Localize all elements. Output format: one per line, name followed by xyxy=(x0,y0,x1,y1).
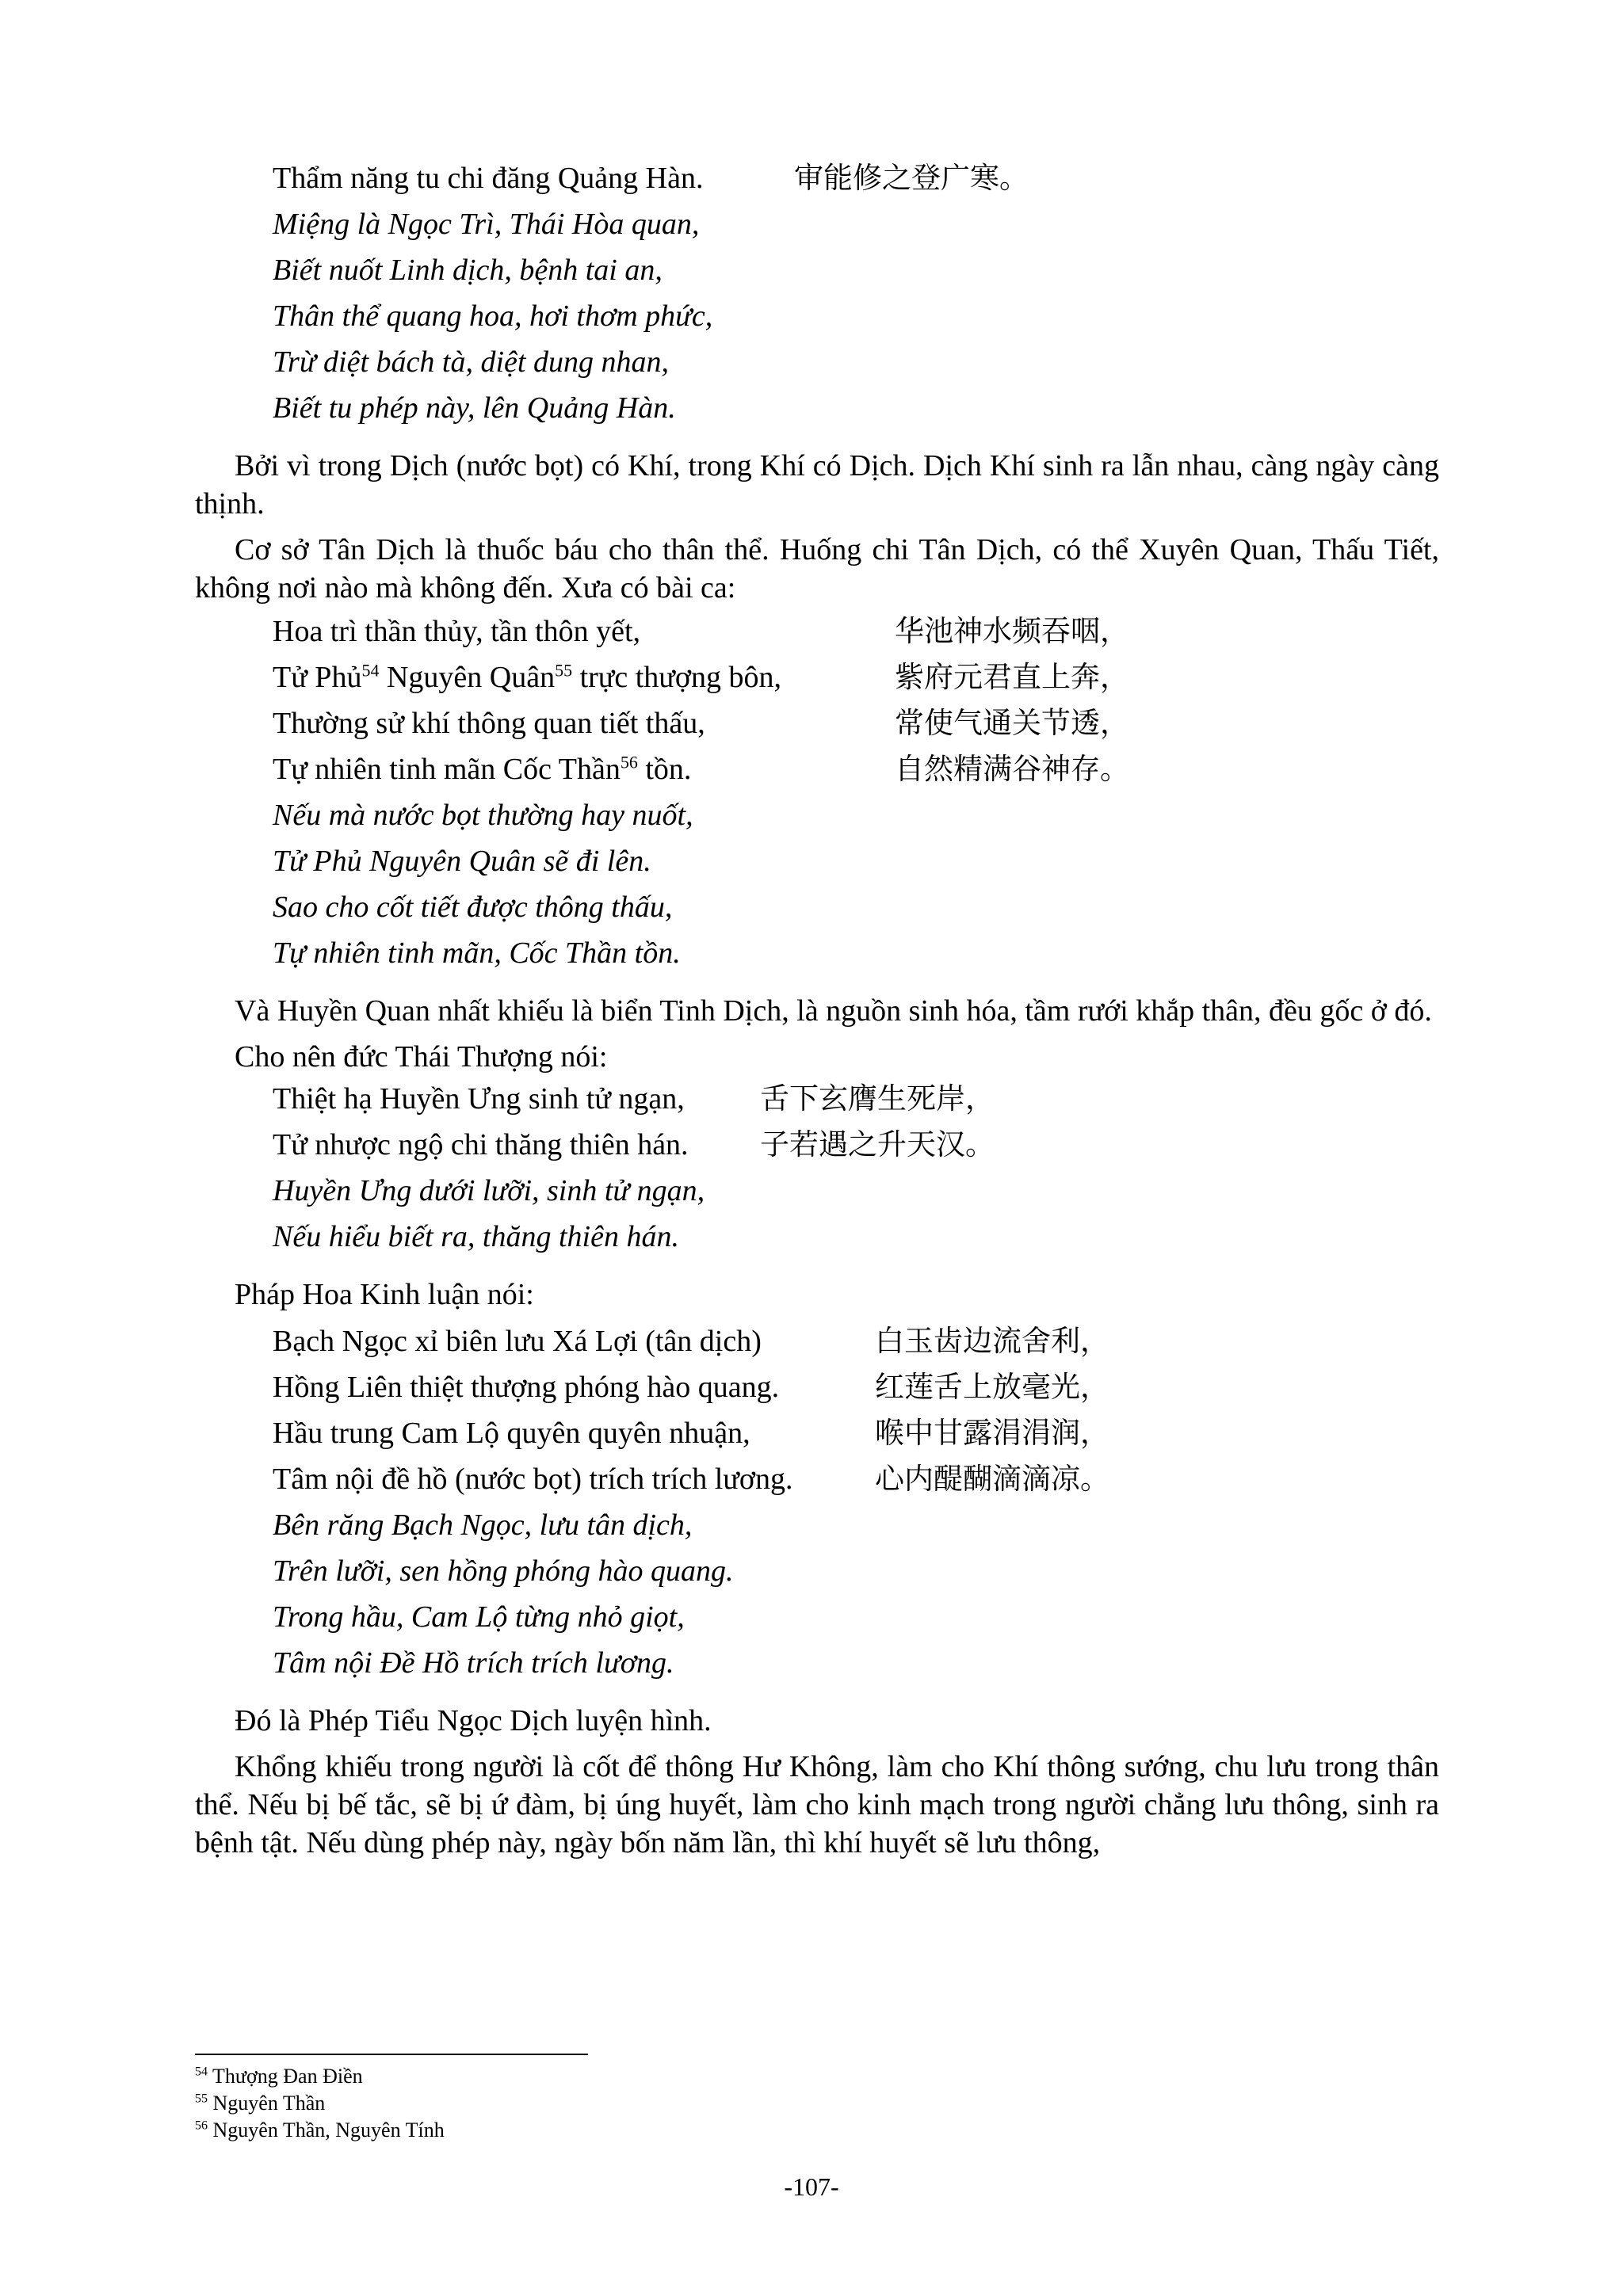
verse-line: Tự nhiên tinh mãn Cốc Thần$^{56}$ tồn. 自然精满谷神存。 xyxy=(273,752,1129,786)
footnote: $^{55}$ Nguyên Thần xyxy=(195,2092,326,2115)
verse-block-2 xyxy=(273,608,1439,976)
paragraph: Cho nên đức Thái Thượng nói: xyxy=(235,1040,608,1074)
paragraph: Đó là Phép Tiểu Ngọc Dịch luyện hình. xyxy=(235,1704,712,1737)
verse-line: Tử Phủ$^{54}$ Nguyên Quân$^{55}$ trực thượng bôn, 紫府元君直上奔， xyxy=(273,660,1129,694)
paragraph: Khổng khiếu trong người là cốt để thông Hư Không, làm cho Khí thông sướng, chu lưu trong thân thể. Nếu bị bế tắc, sẽ bị ứ đàm, bị úng huyết, làm cho kinh mạch trong người chẳng lưu thông, sinh ra bệnh tật. Nếu dùng phép này, ngày bốn năm lần, thì khí huyết sẽ lưu thông, xyxy=(195,1750,1439,1859)
verse-chinese: 审能修之登广寒。 xyxy=(794,161,1029,195)
verse-translation: Biết tu phép này, lên Quảng Hàn. xyxy=(273,391,676,425)
footnote: $^{56}$ Nguyên Thần, Nguyên Tính xyxy=(195,2119,445,2142)
footnote-ref[interactable]: 54 xyxy=(361,660,380,681)
paragraph: Và Huyền Quan nhất khiếu là biển Tinh Dịch, là nguồn sinh hóa, tầm rưới khắp thân, đều gốc ở đó. xyxy=(235,994,1432,1028)
footnote-divider xyxy=(195,2054,588,2055)
footnote: $^{54}$ Thượng Đan Điền xyxy=(195,2065,363,2088)
page-body xyxy=(195,155,1439,1862)
verse-translation: Thân thể quang hoa, hơi thơm phức, xyxy=(273,299,713,333)
verse-translation: Biết nuốt Linh dịch, bệnh tai an, xyxy=(273,254,663,287)
verse-line: Hồng Liên thiệt thượng phóng hào quang. 红莲舌上放毫光， xyxy=(273,1370,1109,1404)
verse-han-viet: Thẩm năng tu chi đăng Quảng Hàn. xyxy=(273,162,704,195)
verse-translation: Nếu hiểu biết ra, thăng thiên hán. xyxy=(273,1220,679,1253)
verse-translation: Tử Phủ Nguyên Quân sẽ đi lên. xyxy=(273,845,651,878)
verse-translation: Bên răng Bạch Ngọc, lưu tân dịch, xyxy=(273,1508,693,1542)
verse-line: Thường sử khí thông quan tiết thấu, 常使气通关节透， xyxy=(273,706,1129,740)
paragraph: Cơ sở Tân Dịch là thuốc báu cho thân thể. Huống chi Tân Dịch, có thể Xuyên Quan, Thấu Tiết, không nơi nào mà không đến. Xưa có bài ca: xyxy=(195,533,1439,605)
paragraph: Pháp Hoa Kinh luận nói: xyxy=(235,1278,534,1311)
verse-translation: Tự nhiên tinh mãn, Cốc Thần tồn. xyxy=(273,936,681,970)
verse-translation: Miệng là Ngọc Trì, Thái Hòa quan, xyxy=(273,208,700,241)
verse-translation: Trên lưỡi, sen hồng phóng hào quang. xyxy=(273,1554,734,1588)
page-number: -107- xyxy=(784,2172,839,2201)
verse-block-4 xyxy=(273,1318,1439,1686)
footnotes xyxy=(195,2063,445,2144)
paragraph: Bởi vì trong Dịch (nước bọt) có Khí, trong Khí có Dịch. Dịch Khí sinh ra lẫn nhau, càng ngày càng thịnh. xyxy=(195,449,1439,521)
verse-translation: Sao cho cốt tiết được thông thấu, xyxy=(273,891,673,924)
verse-translation: Trong hầu, Cam Lộ từng nhỏ giọt, xyxy=(273,1600,685,1634)
verse-line: Tâm nội đề hồ (nước bọt) trích trích lương. 心内醍醐滴滴凉。 xyxy=(273,1462,1109,1496)
footnote-ref[interactable]: 56 xyxy=(620,752,638,772)
verse-block-1 xyxy=(273,155,1439,431)
verse-translation: Tâm nội Đề Hồ trích trích lương. xyxy=(273,1646,674,1680)
verse-translation: Huyền Ưng dưới lưỡi, sinh tử ngạn, xyxy=(273,1174,705,1207)
verse-line: Hầu trung Cam Lộ quyên quyên nhuận, 喉中甘露涓涓润， xyxy=(273,1416,1109,1450)
verse-line: Hoa trì thần thủy, tần thôn yết, 华池神水频吞咽， xyxy=(273,614,1129,648)
verse-translation: Trừ diệt bách tà, diệt dung nhan, xyxy=(273,345,669,379)
verse-block-3 xyxy=(273,1076,1439,1260)
verse-line xyxy=(273,155,1439,201)
verse-translation: Nếu mà nước bọt thường hay nuốt, xyxy=(273,799,693,832)
verse-line: Thiệt hạ Huyền Ưng sinh tử ngạn, 舌下玄膺生死岸， xyxy=(273,1081,995,1116)
footnote-ref[interactable]: 55 xyxy=(555,660,573,681)
verse-line: Bạch Ngọc xỉ biên lưu Xá Lợi (tân dịch) 白玉齿边流舍利， xyxy=(273,1324,1109,1358)
verse-line: Tử nhược ngộ chi thăng thiên hán. 子若遇之升天汉。 xyxy=(273,1127,995,1161)
